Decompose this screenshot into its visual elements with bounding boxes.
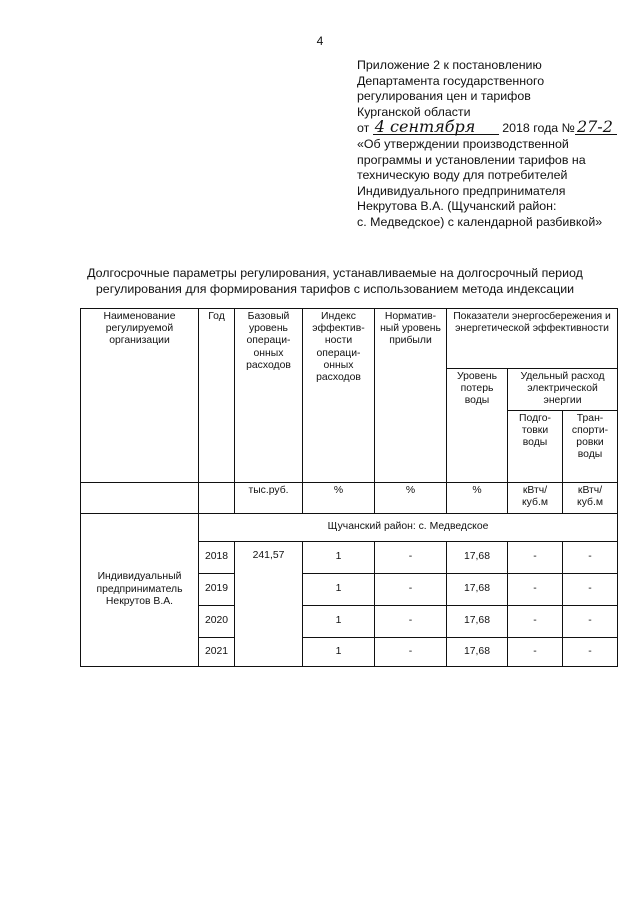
prep-cell: - bbox=[508, 637, 563, 666]
losses-cell: 17,68 bbox=[447, 541, 508, 573]
header-energy-indicators: Показатели энергосбережения и энергетической эффективности bbox=[447, 309, 618, 369]
year-cell: 2021 bbox=[199, 637, 235, 666]
appendix-date-line bbox=[357, 117, 639, 137]
unit-loss-level: % bbox=[447, 482, 508, 513]
year-cell: 2018 bbox=[199, 541, 235, 573]
unit-transportation: кВтч/ куб.м bbox=[563, 482, 618, 513]
appendix-subject-line: техническую воду для потребителей bbox=[357, 168, 568, 183]
handwritten-number: 27-2 bbox=[575, 120, 617, 135]
profit-cell: - bbox=[375, 637, 447, 666]
appendix-subject-line: «Об утверждении производственной bbox=[357, 136, 569, 151]
base-value-cell: 241,57 bbox=[235, 541, 303, 666]
prep-cell: - bbox=[508, 605, 563, 637]
header-transportation: Тран-спорти-ровки воды bbox=[563, 410, 618, 482]
transport-cell: - bbox=[563, 541, 618, 573]
header-efficiency-index: Индекс эффектив-ности операци-онных расходов bbox=[303, 309, 375, 483]
profit-cell: - bbox=[375, 605, 447, 637]
header-year: Год bbox=[199, 309, 235, 483]
header-specific-consumption: Удельный расход электрической энергии bbox=[508, 369, 618, 411]
transport-cell: - bbox=[563, 637, 618, 666]
index-cell: 1 bbox=[303, 637, 375, 666]
header-profit-level: Норматив-ный уровень прибыли bbox=[375, 309, 447, 483]
transport-cell: - bbox=[563, 605, 618, 637]
prep-cell: - bbox=[508, 573, 563, 605]
appendix-line: регулирования цен и тарифов bbox=[357, 89, 531, 104]
year-cell: 2019 bbox=[199, 573, 235, 605]
header-loss-level: Уровень потерь воды bbox=[447, 369, 508, 483]
date-prefix: от bbox=[357, 121, 370, 136]
unit-base-level: тыс.руб. bbox=[235, 482, 303, 513]
header-org-name: Наименование регулируемой организации bbox=[81, 309, 199, 483]
losses-cell: 17,68 bbox=[447, 605, 508, 637]
index-cell: 1 bbox=[303, 573, 375, 605]
unit-efficiency-index: % bbox=[303, 482, 375, 513]
appendix-line: Курганской области bbox=[357, 104, 471, 119]
transport-cell: - bbox=[563, 573, 618, 605]
appendix-subject-line: Индивидуального предпринимателя bbox=[357, 183, 566, 198]
handwritten-date: 4 сентября bbox=[373, 120, 499, 135]
index-cell: 1 bbox=[303, 605, 375, 637]
header-base-level: Базовый уровень операци-онных расходов bbox=[235, 309, 303, 483]
unit-org-empty bbox=[81, 482, 199, 513]
unit-year-empty bbox=[199, 482, 235, 513]
year-cell: 2020 bbox=[199, 605, 235, 637]
appendix-line: Приложение 2 к постановлению bbox=[357, 58, 542, 72]
document-title bbox=[40, 266, 630, 297]
regulation-parameters-table bbox=[80, 308, 618, 667]
profit-cell: - bbox=[375, 573, 447, 605]
organization-name: Индивидуальный предприниматель Некрутов В.А. bbox=[81, 513, 199, 666]
losses-cell: 17,68 bbox=[447, 637, 508, 666]
profit-cell: - bbox=[375, 541, 447, 573]
appendix-subject-line: Некрутова В.А. (Щучанский район: bbox=[357, 199, 557, 214]
index-cell: 1 bbox=[303, 541, 375, 573]
title-line: Долгосрочные параметры регулирования, устанавливаемые на долгосрочный период bbox=[87, 266, 583, 280]
prep-cell: - bbox=[508, 541, 563, 573]
title-line: регулирования для формирования тарифов с использованием метода индексации bbox=[95, 281, 575, 296]
header-preparation: Подго-товки воды bbox=[508, 410, 563, 482]
appendix-line: Департамента государственного bbox=[357, 73, 545, 88]
appendix-subject-line: программы и установлении тарифов на bbox=[357, 152, 586, 167]
losses-cell: 17,68 bbox=[447, 573, 508, 605]
region-row: Щучанский район: с. Медведское bbox=[199, 513, 618, 541]
page-number: 4 bbox=[316, 34, 324, 48]
appendix-subject-line: с. Медведское) с календарной разбивкой» bbox=[357, 214, 603, 229]
appendix-header bbox=[357, 58, 639, 231]
year-text: 2018 года № bbox=[502, 121, 575, 136]
unit-preparation: кВтч/ куб.м bbox=[508, 482, 563, 513]
unit-profit-level: % bbox=[375, 482, 447, 513]
